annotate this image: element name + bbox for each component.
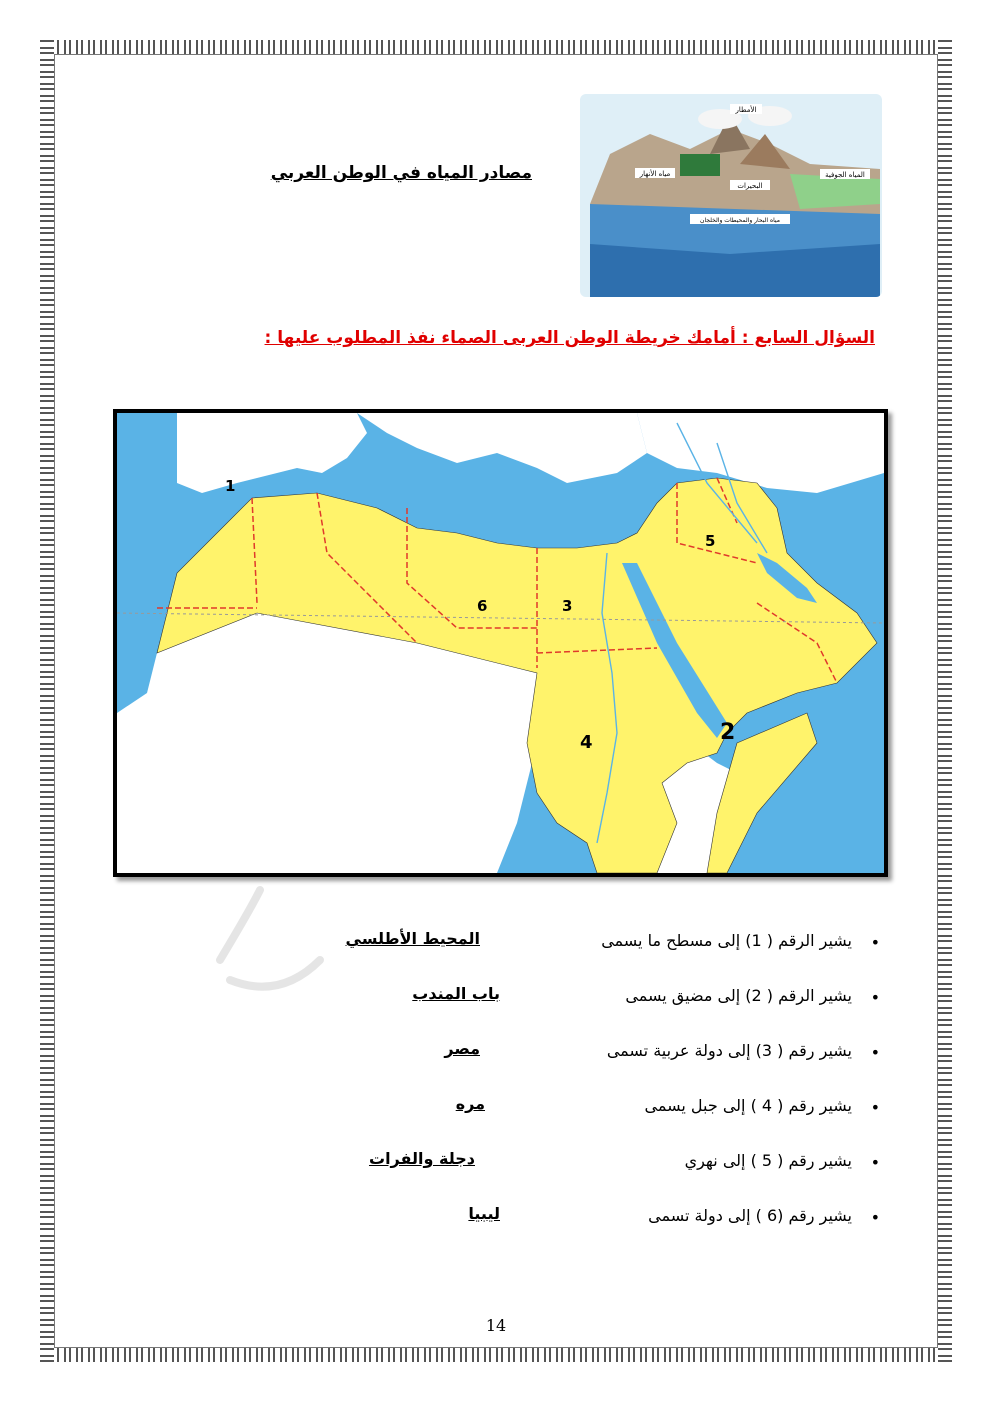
page-border-right [938, 40, 952, 1362]
answer-question-4: يشير رقم ( 4 ) إلى جبل يسمى [644, 1096, 852, 1115]
water-cycle-illustration [580, 94, 882, 297]
map-marker-3: 3 [562, 597, 573, 615]
answer-row-2 [300, 980, 880, 1035]
answer-text-1: المحيط الأطلسي [345, 929, 480, 948]
bullet: • [870, 1043, 880, 1062]
answer-row-1 [300, 925, 880, 980]
cycle-label-rivers: مياه الأنهار [639, 170, 671, 178]
cycle-label-rain: الأمطار [735, 106, 757, 114]
map-marker-5: 5 [705, 532, 716, 550]
answer-row-4 [300, 1090, 880, 1145]
answer-text-2: باب المندب [412, 984, 500, 1003]
bullet: • [870, 1098, 880, 1117]
arab-world-blank-map [113, 409, 888, 877]
answer-question-3: يشير رقم ( 3) إلى دولة عربية تسمى [606, 1041, 852, 1060]
map-marker-4: 4 [580, 732, 593, 753]
map-marker-6: 6 [477, 597, 488, 615]
answer-row-3 [300, 1035, 880, 1090]
answers-list [300, 925, 880, 1255]
bullet: • [870, 988, 880, 1007]
page-title: مصادر المياه في الوطن العربي [270, 163, 532, 183]
page-border-bottom [40, 1348, 952, 1362]
answer-text-5: دجلة والفرات [368, 1149, 475, 1168]
answer-question-1: يشير الرقم ( 1) إلى مسطح ما يسمى [601, 931, 852, 950]
answer-text-3: مصر [444, 1039, 480, 1058]
answer-question-2: يشير الرقم ( 2) إلى مضيق يسمى [625, 986, 852, 1005]
page-number: 14 [485, 1316, 507, 1335]
answer-row-6 [300, 1200, 880, 1255]
answer-row-5 [300, 1145, 880, 1200]
answer-question-6: يشير رقم (6 ) إلى دولة تسمى [648, 1206, 852, 1225]
question-seven: السؤال السابع : أمامك خريطة الوطن العربى الصماء نفذ المطلوب عليها : [264, 328, 875, 348]
map-marker-2: 2 [720, 720, 736, 745]
bullet: • [870, 1153, 880, 1172]
answer-question-5: يشير رقم ( 5 ) إلى نهري [684, 1151, 852, 1170]
map-marker-1: 1 [225, 477, 236, 495]
answer-text-4: مره [455, 1094, 485, 1113]
bullet: • [870, 1208, 880, 1227]
page-border-top [40, 40, 952, 54]
cycle-label-lakes: البحيرات [737, 182, 763, 190]
cycle-label-seas: مياه البحار والمحيطات والخلجان [700, 217, 780, 224]
cycle-label-groundwater: المياه الجوفية [825, 171, 865, 179]
answer-text-6: ليبيا [468, 1204, 500, 1223]
page-border-left [40, 40, 54, 1362]
bullet: • [870, 933, 880, 952]
